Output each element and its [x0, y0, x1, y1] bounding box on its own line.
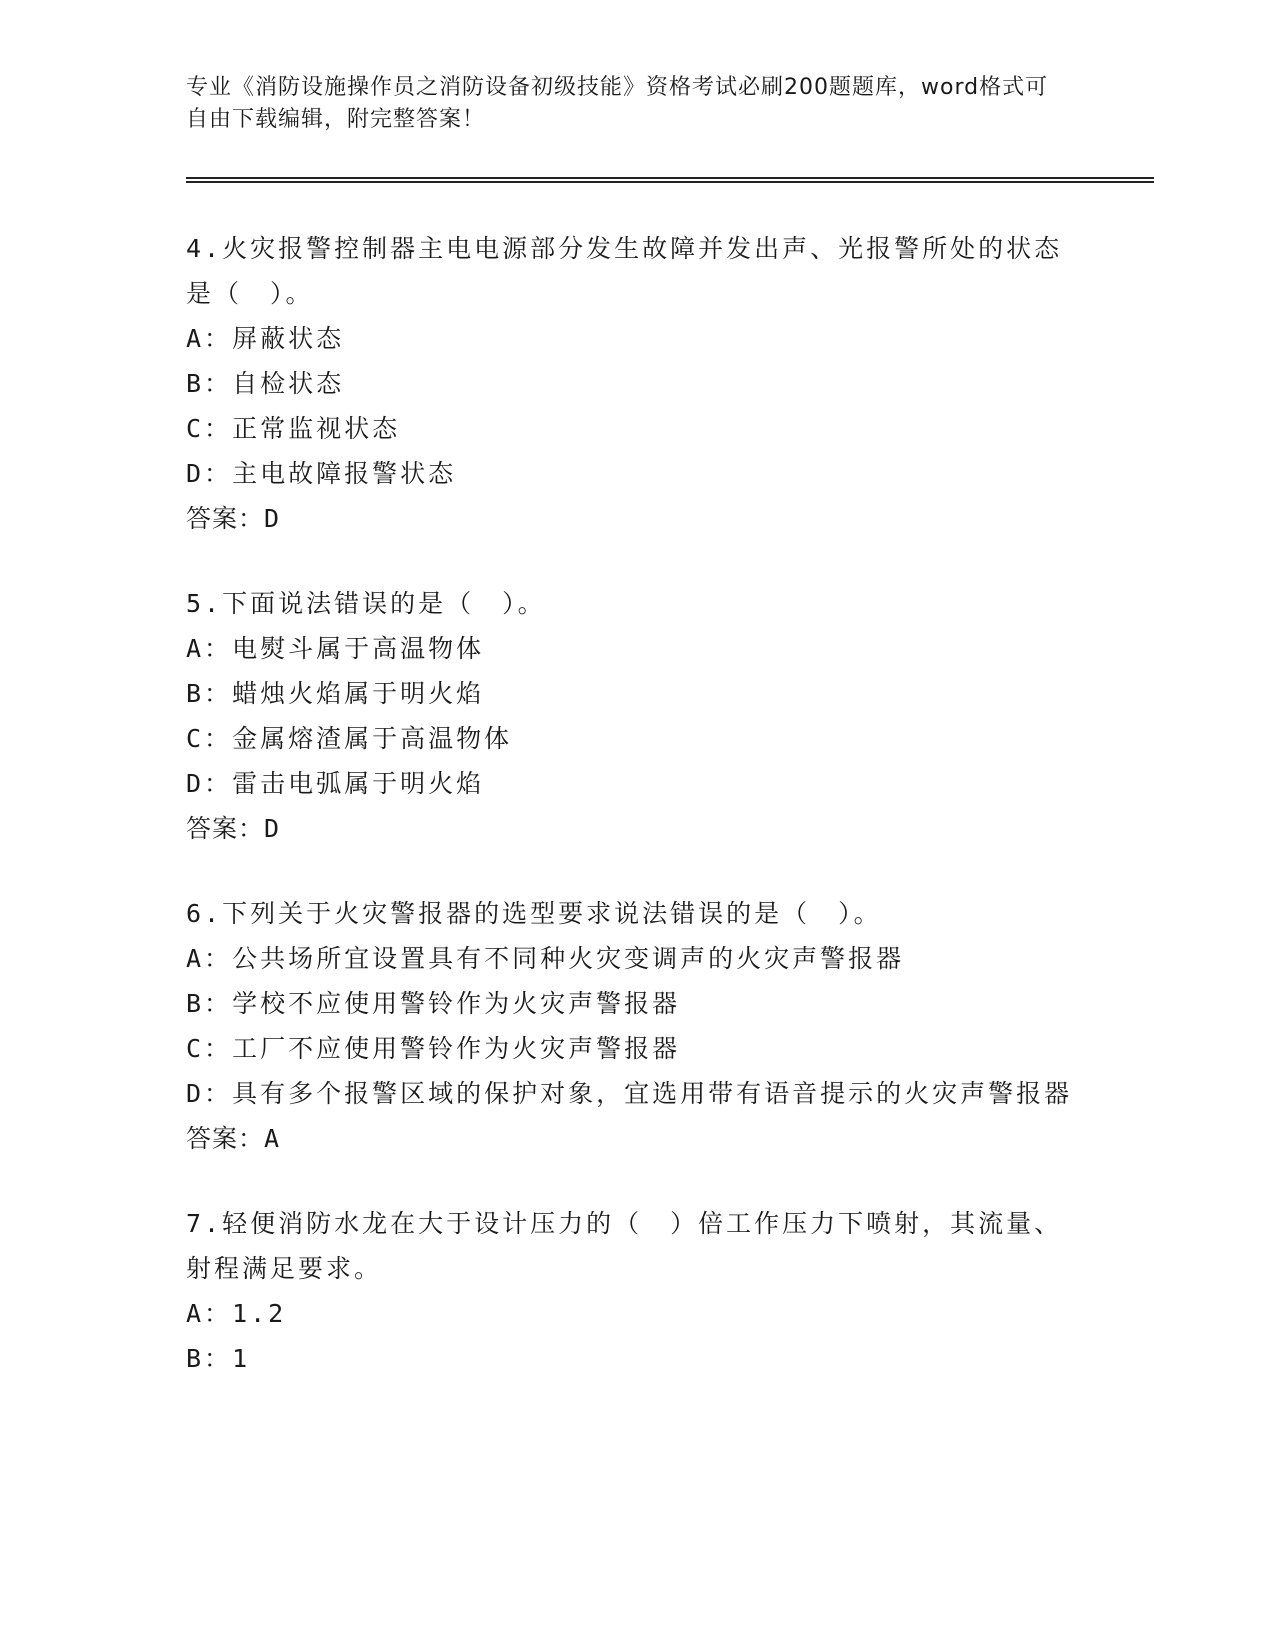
option-key: D： [186, 459, 233, 488]
option-key: D： [186, 1079, 233, 1108]
option-key: A： [186, 634, 233, 663]
option-key: B： [186, 1344, 233, 1373]
option-key: A： [186, 944, 233, 973]
option-key: B： [186, 369, 233, 398]
header-divider-line-secondary [186, 181, 1154, 183]
answer-label: 答案： [186, 1124, 265, 1153]
question-4 [186, 226, 1086, 541]
option-b [186, 671, 1086, 716]
answer-label: 答案： [186, 814, 265, 843]
option-text: 1 [232, 1344, 251, 1373]
option-text: 屏蔽状态 [232, 324, 345, 353]
option-a [186, 1291, 1086, 1336]
option-text: 学校不应使用警铃作为火灾声警报器 [232, 989, 681, 1018]
option-b [186, 1336, 1086, 1381]
answer-value: D [264, 504, 281, 533]
answer-value: A [264, 1124, 281, 1153]
option-d [186, 451, 1086, 496]
answer-label: 答案： [186, 504, 265, 533]
header-divider-line [186, 177, 1154, 179]
option-text: 具有多个报警区域的保护对象，宜选用带有语音提示的火灾声警报器 [232, 1079, 1073, 1108]
question-text: 4.火灾报警控制器主电电源部分发生故障并发出声、光报警所处的状态是（ ）。 [186, 234, 1063, 308]
option-text: 正常监视状态 [232, 414, 401, 443]
option-b [186, 981, 1086, 1026]
option-key: C： [186, 724, 233, 753]
question-text: 5.下面说法错误的是（ ）。 [186, 589, 546, 618]
question-7 [186, 1201, 1086, 1381]
option-key: B： [186, 679, 233, 708]
option-c [186, 716, 1086, 761]
option-text: 蜡烛火焰属于明火焰 [232, 679, 485, 708]
question-5 [186, 581, 1086, 851]
option-text: 雷击电弧属于明火焰 [232, 769, 485, 798]
option-text: 工厂不应使用警铃作为火灾声警报器 [232, 1034, 681, 1063]
option-c [186, 406, 1086, 451]
document-header: 专业《消防设施操作员之消防设备初级技能》资格考试必刷200题题库，word格式可自由下载编辑，附完整答案！ [186, 75, 1049, 132]
question-6 [186, 891, 1086, 1161]
question-text: 6.下列关于火灾警报器的选型要求说法错误的是（ ）。 [186, 899, 882, 928]
option-key: D： [186, 769, 233, 798]
option-text: 1.2 [232, 1299, 287, 1328]
question-list [186, 226, 1086, 1421]
option-key: A： [186, 324, 233, 353]
option-a [186, 626, 1086, 671]
option-d [186, 1071, 1086, 1116]
option-b [186, 361, 1086, 406]
answer-line [186, 496, 1086, 541]
option-text: 自检状态 [232, 369, 345, 398]
option-a [186, 316, 1086, 361]
question-text: 7.轻便消防水龙在大于设计压力的（ ）倍工作压力下喷射，其流量、射程满足要求。 [186, 1209, 1063, 1283]
option-text: 主电故障报警状态 [232, 459, 457, 488]
option-key: C： [186, 1034, 233, 1063]
option-a [186, 936, 1086, 981]
option-key: C： [186, 414, 233, 443]
option-key: A： [186, 1299, 233, 1328]
option-key: B： [186, 989, 233, 1018]
option-text: 公共场所宜设置具有不同种火灾变调声的火灾声警报器 [232, 944, 905, 973]
option-c [186, 1026, 1086, 1071]
option-d [186, 761, 1086, 806]
option-text: 金属熔渣属于高温物体 [232, 724, 513, 753]
option-text: 电熨斗属于高温物体 [232, 634, 485, 663]
answer-line [186, 806, 1086, 851]
answer-value: D [264, 814, 281, 843]
answer-line [186, 1116, 1086, 1161]
